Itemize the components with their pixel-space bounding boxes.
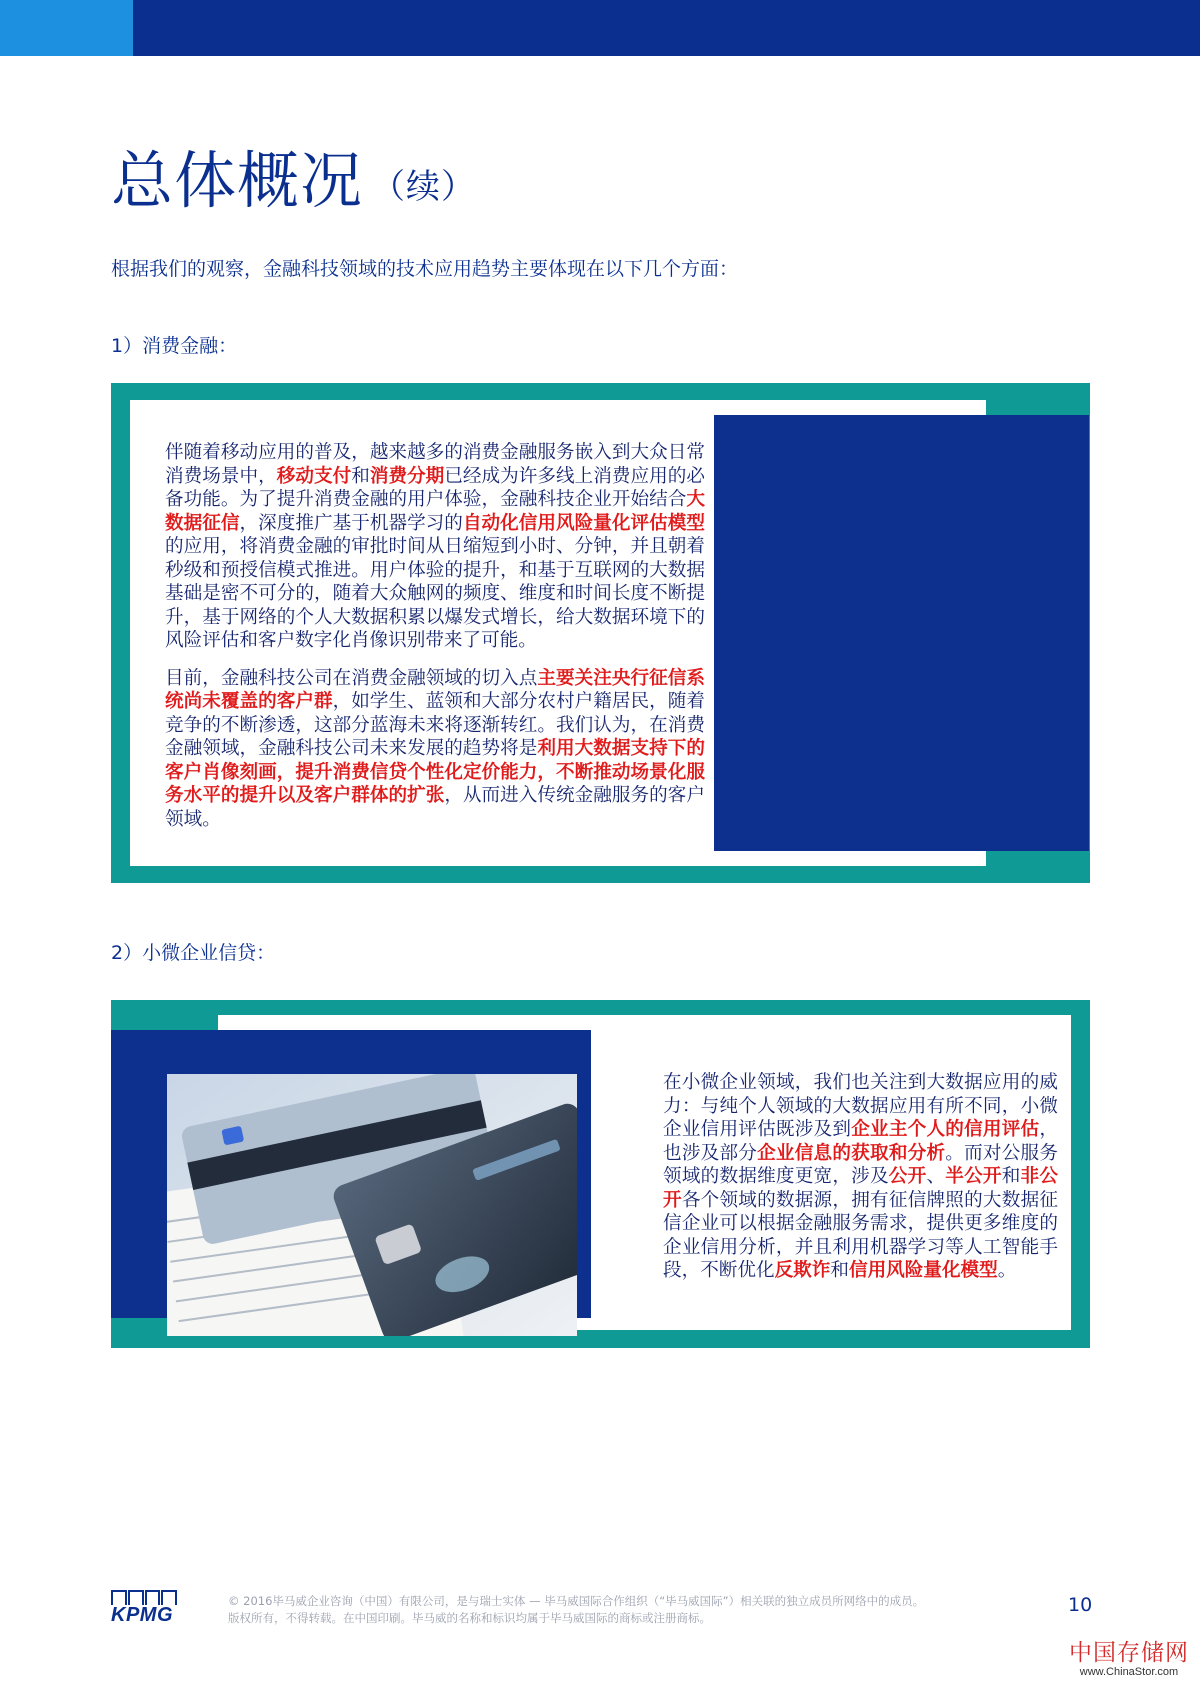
highlighted-phrase: 消费分期 (369, 465, 445, 487)
highlighted-phrase: 自动化信用风险量化评估模型 (462, 512, 705, 534)
paragraph (165, 667, 705, 832)
text-run: 和 (1001, 1166, 1021, 1187)
highlighted-phrase: 半公开 (945, 1166, 1002, 1187)
text-run: ，如学生、蓝领和大部分农村户籍居民，随着竞争的不断渗透，这部分蓝海未来将逐渐转红。我们认为，在消费金融领域，金融科技公司未来发展的趋势将是 (165, 691, 705, 759)
consumer-finance-panel (111, 383, 1090, 883)
credit-cards-photo (167, 1074, 577, 1336)
page-title (111, 143, 476, 225)
intro-text: 根据我们的观察，金融科技领域的技术应用趋势主要体现在以下几个方面： (111, 258, 739, 280)
highlighted-phrase: 企业主个人的信用评估 (851, 1119, 1040, 1140)
text-run: 。而对公服务领域的数据维度更宽，涉及 (663, 1142, 1058, 1187)
copyright-line-1: © 2016毕马威企业咨询（中国）有限公司，是与瑞士实体 — 毕马威国际合作组织（“毕马威国际”）相关联的独立成员所网络中的成员。 (228, 1594, 925, 1608)
kpmg-logo (111, 1590, 177, 1625)
paragraph (165, 441, 705, 653)
page-title-main: 总体概况 (111, 144, 364, 217)
watermark-url: www.ChinaStor.com (1079, 1666, 1179, 1678)
highlighted-phrase: 反欺诈 (774, 1260, 831, 1281)
watermark (1062, 1640, 1196, 1679)
highlighted-phrase: 信用风险量化模型 (848, 1260, 998, 1281)
text-run: 目前，金融科技公司在消费金融领域的切入点 (165, 667, 538, 689)
highlighted-phrase: 非公开 (663, 1166, 1058, 1211)
highlighted-phrase: 公开 (888, 1166, 927, 1187)
text-run: 、 (926, 1166, 946, 1187)
top-banner (0, 0, 1200, 56)
text-run: 和 (351, 465, 370, 487)
photo-frame (714, 415, 1089, 851)
page-title-suffix: （续） (371, 167, 477, 207)
text-run: 各个领域的数据源，拥有征信牌照的大数据征信企业可以根据金融服务需求，提供更多维度的企业信用分析，并且利用机器学习等人工智能手段，不断优化 (663, 1189, 1058, 1281)
page-number: 10 (1068, 1594, 1093, 1616)
text-run: ，从而进入传统金融服务的客户领域。 (165, 785, 705, 830)
section-heading-sme-credit: 2）小微企业信贷： (111, 942, 276, 964)
text-run: 已经成为许多线上消费应用的必备功能。为了提升消费金融的用户体验，金融科技企业开始结合 (165, 465, 705, 510)
sme-credit-panel (111, 1000, 1090, 1348)
text-run: ，也涉及部分 (663, 1119, 1058, 1164)
text-run: 的应用，将消费金融的审批时间从日缩短到小时、分钟，并且朝着秒级和预授信模式推进。用户体验的提升，和基于互联网的大数据基础是密不可分的，随着大众触网的频度、维度和时间长度不断提升，基于网络的个人大数据积累以爆发式增长，给大数据环境下的风险评估和客户数字化肖像识别带来了可能。 (165, 536, 705, 651)
kpmg-logo-text: KPMG (111, 1604, 173, 1626)
text-run: 伴随着移动应用的普及，越来越多的消费金融服务嵌入到大众日常消费场景中， (165, 442, 705, 487)
photo-frame (111, 1030, 591, 1318)
highlighted-phrase: 主要关注央行征信系统尚未覆盖的客户群 (165, 667, 705, 712)
sme-credit-body (663, 1071, 1058, 1283)
consumer-finance-body (165, 441, 705, 845)
copyright-line-2: 版权所有，不得转载。在中国印刷。毕马威的名称和标识均属于毕马威国际的商标或注册商标。 (228, 1611, 711, 1625)
section-heading-consumer-finance: 1）消费金融： (111, 335, 238, 357)
highlighted-phrase: 移动支付 (276, 465, 352, 487)
footer-copyright (228, 1593, 924, 1627)
top-banner-accent (0, 0, 133, 56)
paragraph (663, 1071, 1058, 1283)
text-run: 。 (997, 1260, 1017, 1281)
text-run: 在小微企业领域，我们也关注到大数据应用的威力：与纯个人领域的大数据应用有所不同，小微企业信用评估既涉及到 (663, 1072, 1058, 1140)
text-run: 和 (830, 1260, 849, 1281)
watermark-name: 中国存储网 (1069, 1640, 1189, 1666)
highlighted-phrase: 企业信息的获取和分析 (757, 1142, 946, 1164)
kpmg-logo-boxes (111, 1590, 177, 1605)
text-run: ，深度推广基于机器学习的 (239, 512, 463, 534)
highlighted-phrase: 大数据征信 (165, 489, 705, 534)
highlighted-phrase: 利用大数据支持下的客户肖像刻画，提升消费信贷个性化定价能力，不断推动场景化服务水平的提升以及客户群体的扩张 (165, 738, 705, 806)
